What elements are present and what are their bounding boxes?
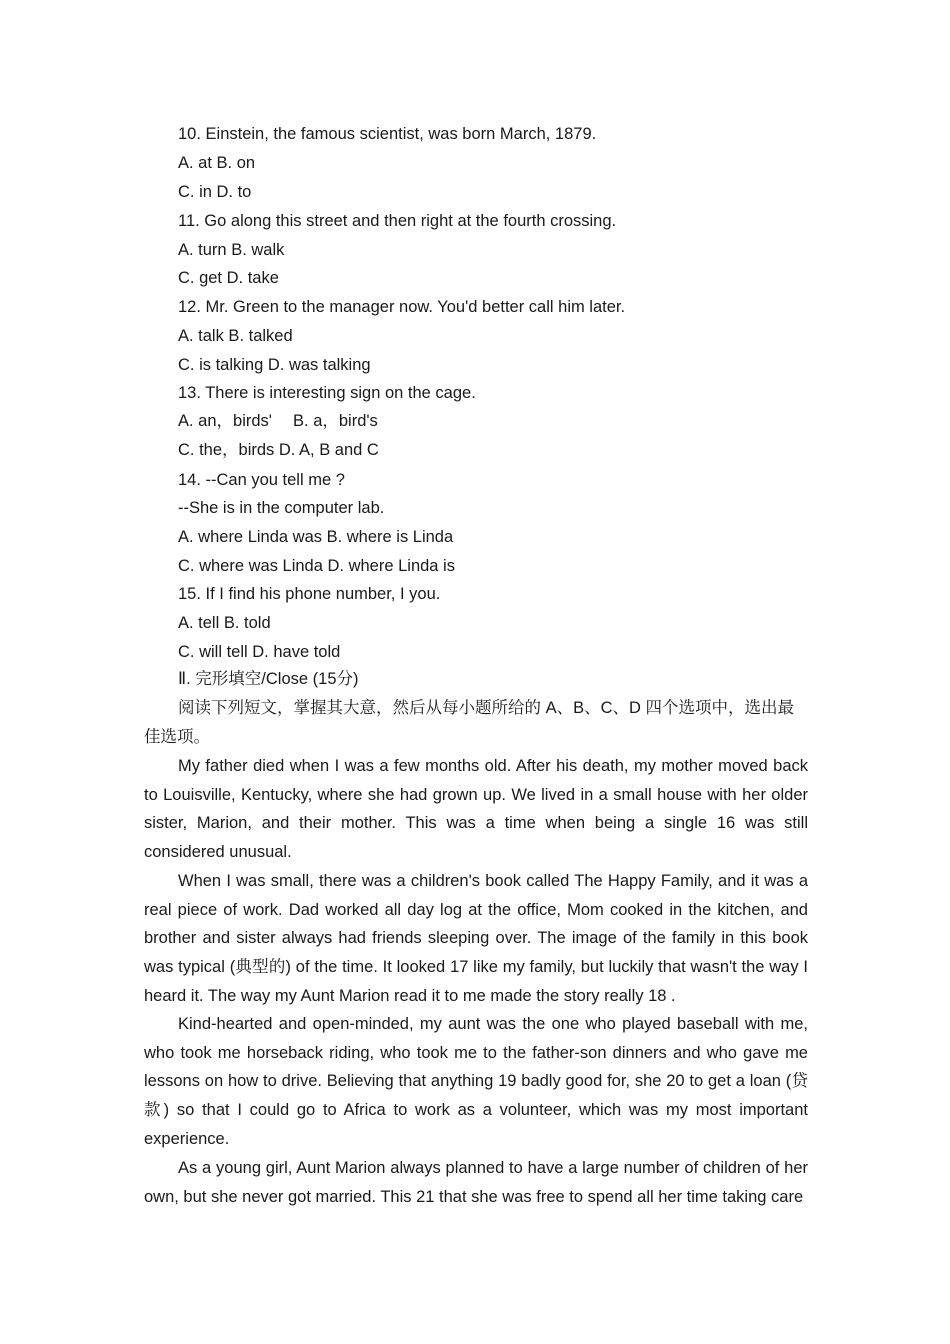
- passage-paragraph-1: My father died when I was a few months old. After his death, my mother moved back to Louisville, Kentucky, where she had grown up. We lived in a small house with her older sister, Marion, and their mother. This was a time when being a single 16 was still considered unusual.: [144, 757, 808, 862]
- question-10-options-cd: C. in D. to: [178, 183, 252, 201]
- question-10-options-ab: A. at B. on: [178, 154, 256, 172]
- section-instruction-line-1: 阅读下列短文，掌握其大意，然后从每小题所给的 A、B、C、D 四个选项中，选出最: [178, 699, 795, 717]
- question-13-stem: 13. There is interesting sign on the cage.: [178, 384, 476, 402]
- question-14-options-cd: C. where was Linda D. where Linda is: [178, 557, 455, 575]
- question-12-options-cd: C. is talking D. was talking: [178, 356, 371, 374]
- question-15-options-ab: A. tell B. told: [178, 614, 271, 632]
- question-11-options-cd: C. get D. take: [178, 269, 279, 287]
- question-14-options-ab: A. where Linda was B. where is Linda: [178, 528, 454, 546]
- section-instruction-line-2: 佳选项。: [144, 728, 210, 746]
- question-12-options-ab: A. talk B. talked: [178, 327, 293, 345]
- question-12-stem: 12. Mr. Green to the manager now. You'd better call him later.: [178, 298, 626, 316]
- question-11-stem: 11. Go along this street and then right at the fourth crossing.: [178, 212, 617, 230]
- section-heading: Ⅱ. 完形填空/Close (15分): [178, 670, 359, 688]
- question-15-options-cd: C. will tell D. have told: [178, 643, 341, 661]
- question-13-options-cd: C. the，birds D. A, B and C: [178, 441, 379, 459]
- question-15-stem: 15. If I find his phone number, I you.: [178, 585, 441, 603]
- question-13-options-ab: A. an，birds' B. a，bird's: [178, 412, 378, 430]
- question-10-stem: 10. Einstein, the famous scientist, was born March, 1879.: [178, 125, 597, 143]
- question-14-stem: 14. --Can you tell me ?: [178, 471, 345, 489]
- passage-paragraph-3: Kind-hearted and open-minded, my aunt was the one who played baseball with me, who took me horseback riding, who took me to the father-son dinners and who gave me lessons on how to drive. Believing that anything 19 badly good for, she 20 to get a loan (贷款) so that I could go to Africa to work as a volunteer, which was my most important experience.: [144, 1015, 808, 1148]
- passage-paragraph-2: When I was small, there was a children's book called The Happy Family, and it was a real piece of work. Dad worked all day log at the office, Mom cooked in the kitchen, and brother and sister always had friends sleeping over. The image of the family in this book was typical (典型的) of the time. It looked 17 like my family, but luckily that wasn't the way I heard it. The way my Aunt Marion read it to me made the story really 18 .: [144, 872, 808, 1005]
- question-14-answer-line: --She is in the computer lab.: [178, 499, 385, 517]
- question-11-options-ab: A. turn B. walk: [178, 241, 285, 259]
- passage-paragraph-4: As a young girl, Aunt Marion always planned to have a large number of children of her own, but she never got married. This 21 that she was free to spend all her time taking care: [144, 1159, 808, 1206]
